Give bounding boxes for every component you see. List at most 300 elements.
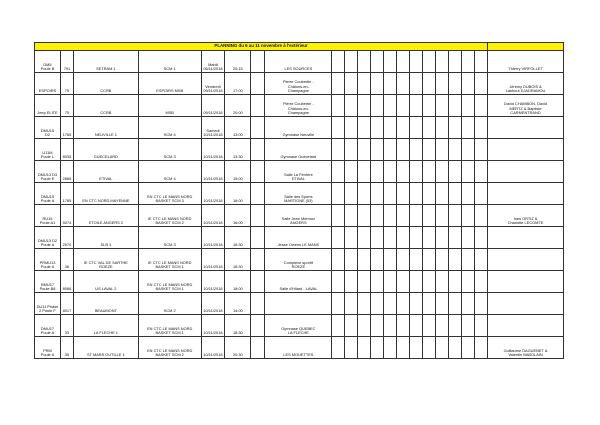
cat-line: DMU17	[40, 325, 55, 331]
empty-cell	[332, 293, 345, 315]
away-team-cell	[138, 139, 201, 161]
empty-cell	[449, 73, 462, 95]
schedule-row	[35, 183, 564, 205]
category-cell	[35, 249, 61, 271]
schedule-row	[35, 315, 564, 337]
empty-cell	[345, 95, 358, 117]
cat-line: PRM	[43, 347, 52, 353]
home-team-cell	[73, 73, 138, 95]
venue-cell	[265, 161, 332, 183]
empty-cell	[436, 271, 449, 293]
date-cell	[201, 205, 225, 227]
away-line: IE CTC LE MANS NORD	[147, 259, 192, 265]
venue-line: MARTIGNE (53)	[284, 198, 313, 204]
empty-cell	[371, 95, 384, 117]
category-cell	[35, 51, 61, 73]
empty-cell	[371, 139, 384, 161]
time-cell: 16:00	[225, 205, 251, 227]
officials-cell	[488, 205, 564, 227]
match-number-cell: 5074	[60, 205, 73, 227]
empty-cell	[436, 293, 449, 315]
empty-cell	[410, 227, 423, 249]
schedule-row	[35, 227, 564, 249]
empty-cell	[449, 293, 462, 315]
home-line: ETIVAL	[99, 176, 113, 182]
cat-line: Jeep ELITE	[37, 110, 58, 116]
cat-line: ESPOIRS	[38, 88, 57, 94]
away-team-cell	[138, 337, 201, 359]
officials-cell	[488, 161, 564, 183]
match-number-cell: 8086	[60, 271, 73, 293]
date-label: 10/11/2018	[203, 132, 223, 138]
empty-cell	[345, 205, 358, 227]
empty-cell	[462, 205, 475, 227]
empty-cell	[371, 117, 384, 139]
empty-cell	[397, 161, 410, 183]
venue-line: Jesse Owens LE MANS	[277, 242, 320, 248]
home-team-cell	[73, 183, 138, 205]
time-cell: 20:30	[225, 337, 251, 359]
spacer-cell	[251, 73, 265, 95]
empty-cell	[475, 227, 488, 249]
away-line: BASKET SCM 3	[155, 198, 184, 204]
officials-line: MERTZ & Baptiste	[509, 105, 542, 111]
date-cell	[201, 227, 225, 249]
planning-table	[34, 42, 564, 359]
empty-cell	[462, 161, 475, 183]
cat-line: DMU13 D2	[37, 237, 58, 243]
officials-cell	[488, 315, 564, 337]
cat-line: PRMU13	[39, 259, 56, 265]
time-cell: 16:00	[225, 183, 251, 205]
officials-line: Thierry VIRFOLLET	[508, 66, 543, 72]
spacer-cell	[251, 227, 265, 249]
empty-cell	[475, 73, 488, 95]
away-team-cell	[138, 249, 201, 271]
empty-cell	[475, 139, 488, 161]
home-team-cell	[73, 315, 138, 337]
away-team-cell	[138, 227, 201, 249]
empty-cell	[397, 139, 410, 161]
date-label: 10/11/2018	[203, 330, 223, 336]
date-cell	[201, 183, 225, 205]
away-line: SCM 1	[163, 66, 176, 72]
empty-cell	[449, 227, 462, 249]
away-line: EN CTC LE MANS NORD	[147, 281, 193, 287]
venue-line: Complexe sportif	[283, 259, 313, 265]
empty-cell	[423, 227, 436, 249]
empty-cell	[371, 161, 384, 183]
home-team-cell	[73, 271, 138, 293]
home-line: ST MARS OUTILLE 1	[86, 352, 125, 358]
empty-cell	[371, 205, 384, 227]
empty-cell	[423, 315, 436, 337]
schedule-row	[35, 95, 564, 117]
empty-cell	[384, 95, 397, 117]
home-team-cell	[73, 227, 138, 249]
empty-cell	[410, 117, 423, 139]
cat-line: RMU17	[40, 281, 55, 287]
spacer-cell	[251, 293, 265, 315]
away-team-cell	[138, 183, 201, 205]
home-team-cell	[73, 117, 138, 139]
empty-cell	[462, 51, 475, 73]
officials-cell	[488, 227, 564, 249]
empty-cell	[397, 205, 410, 227]
schedule-row	[35, 205, 564, 227]
empty-cell	[423, 161, 436, 183]
home-team-cell	[73, 139, 138, 161]
cat-line: 2 Poule F	[39, 308, 56, 314]
match-number-cell: 8035	[60, 139, 73, 161]
empty-cell	[449, 183, 462, 205]
empty-cell	[345, 315, 358, 337]
empty-cell	[423, 183, 436, 205]
venue-cell	[265, 293, 332, 315]
empty-cell	[345, 271, 358, 293]
empty-cell	[462, 117, 475, 139]
spacer-cell	[251, 95, 265, 117]
empty-cell	[436, 315, 449, 337]
venue-line: Salle des Sports	[284, 193, 313, 199]
empty-cell	[462, 271, 475, 293]
empty-cell	[449, 271, 462, 293]
date-label: 10/11/2018	[203, 154, 223, 160]
empty-cell	[449, 51, 462, 73]
empty-cell	[397, 249, 410, 271]
cat-line: Poule B	[40, 66, 55, 72]
venue-cell	[265, 183, 332, 205]
venue-line: Gymnase QUEBEC	[281, 325, 316, 331]
officials-line: Charlotte LECOMTE	[507, 220, 544, 226]
empty-cell	[449, 315, 462, 337]
empty-cell	[475, 205, 488, 227]
home-line: EN CTC NORD MAYENNE	[82, 198, 130, 204]
empty-cell	[345, 117, 358, 139]
match-number-cell: 2885	[60, 161, 73, 183]
empty-cell	[475, 293, 488, 315]
empty-cell	[475, 161, 488, 183]
empty-cell	[397, 293, 410, 315]
date-label: 10/11/2018	[203, 220, 223, 226]
empty-cell	[384, 205, 397, 227]
empty-cell	[449, 205, 462, 227]
date-cell	[201, 117, 225, 139]
empty-cell	[345, 73, 358, 95]
empty-cell	[345, 293, 358, 315]
home-line: IE CTC VAL DE SARTHE	[83, 259, 128, 265]
match-number-cell: 791	[60, 51, 73, 73]
officials-line: Guillaume DAGUENET &	[503, 347, 548, 353]
empty-cell	[384, 183, 397, 205]
venue-cell	[265, 227, 332, 249]
time-cell: 18:00	[225, 271, 251, 293]
empty-cell	[449, 161, 462, 183]
empty-cell	[345, 51, 358, 73]
empty-cell	[462, 183, 475, 205]
empty-cell	[384, 271, 397, 293]
venue-line: ANGERS	[290, 220, 307, 226]
planning-sheet	[34, 42, 564, 359]
venue-cell	[265, 337, 332, 359]
officials-cell	[488, 139, 564, 161]
empty-cell	[423, 139, 436, 161]
empty-cell	[371, 183, 384, 205]
away-line: BASKET SCM 1	[155, 264, 184, 270]
empty-cell	[371, 51, 384, 73]
empty-cell	[410, 183, 423, 205]
empty-cell	[475, 51, 488, 73]
venue-cell	[265, 271, 332, 293]
venue-line: LES MOUETTES	[283, 352, 314, 358]
category-cell	[35, 183, 61, 205]
empty-cell	[358, 293, 371, 315]
away-line: SCM 3	[163, 242, 176, 248]
away-line: SCM 4	[163, 132, 176, 138]
empty-cell	[423, 205, 436, 227]
cat-line: Poule L	[40, 154, 55, 160]
away-team-cell	[138, 293, 201, 315]
empty-cell	[332, 183, 345, 205]
cat-line: Poule A	[40, 242, 55, 248]
time-cell: 14:00	[225, 293, 251, 315]
venue-cell	[265, 139, 332, 161]
empty-cell	[462, 227, 475, 249]
date-label: 10/11/2018	[203, 198, 223, 204]
empty-cell	[475, 249, 488, 271]
venue-line: Gymnase Guécélard	[280, 154, 317, 160]
home-line: ETOILE ANGERS 2	[88, 220, 124, 226]
empty-cell	[371, 227, 384, 249]
empty-cell	[384, 51, 397, 73]
date-cell	[201, 51, 225, 73]
schedule-row	[35, 161, 564, 183]
empty-cell	[371, 293, 384, 315]
date-label: 09/11/2018	[203, 88, 223, 94]
title-row-end-cell	[488, 43, 564, 51]
venue-line: ETIVAL	[291, 176, 305, 182]
empty-cell	[423, 293, 436, 315]
empty-cell	[358, 95, 371, 117]
date-label: 10/11/2018	[203, 286, 223, 292]
away-team-cell	[138, 315, 201, 337]
weekday-label: Mardi	[208, 61, 218, 67]
home-line: CCRB	[100, 88, 112, 94]
home-team-cell	[73, 205, 138, 227]
cat-line: DMU13 D3	[37, 171, 58, 177]
schedule-row	[35, 73, 564, 95]
date-cell	[201, 337, 225, 359]
away-team-cell	[138, 161, 201, 183]
venue-line: Pierre Coubertin -	[283, 79, 314, 85]
venue-cell	[265, 73, 332, 95]
venue-line: LES SOURCES	[284, 66, 313, 72]
empty-cell	[462, 337, 475, 359]
spacer-cell	[251, 249, 265, 271]
date-cell	[201, 271, 225, 293]
empty-cell	[358, 117, 371, 139]
officials-cell	[488, 293, 564, 315]
home-line: GUECELARD	[93, 154, 118, 160]
venue-line: Champagne	[287, 110, 309, 116]
cat-line: Poule A	[40, 198, 55, 204]
empty-cell	[384, 337, 397, 359]
venue-cell	[265, 51, 332, 73]
empty-cell	[384, 293, 397, 315]
home-team-cell	[73, 249, 138, 271]
cat-line: U11M	[42, 149, 53, 155]
category-cell	[35, 139, 61, 161]
title-row	[35, 43, 564, 51]
home-team-cell	[73, 95, 138, 117]
empty-cell	[397, 51, 410, 73]
category-cell	[35, 73, 61, 95]
away-line: MSB	[165, 110, 174, 116]
cat-line: Poule B8	[39, 286, 56, 292]
date-label: 10/11/2018	[203, 352, 223, 358]
empty-cell	[384, 315, 397, 337]
empty-cell	[462, 139, 475, 161]
officials-cell	[488, 249, 564, 271]
officials-cell	[488, 95, 564, 117]
officials-line: Ines ORTIZ &	[513, 215, 538, 221]
venue-line: Pierre Coubertin -	[283, 101, 314, 107]
empty-cell	[410, 249, 423, 271]
empty-cell	[410, 51, 423, 73]
spacer-cell	[251, 205, 265, 227]
empty-cell	[449, 337, 462, 359]
cat-line: D2	[44, 132, 50, 138]
empty-cell	[410, 293, 423, 315]
match-number-cell: 75	[60, 73, 73, 95]
venue-line: ROEZE	[291, 264, 306, 270]
empty-cell	[449, 139, 462, 161]
empty-cell	[410, 73, 423, 95]
category-cell	[35, 271, 61, 293]
schedule-row	[35, 249, 564, 271]
empty-cell	[332, 315, 345, 337]
schedule-row	[35, 293, 564, 315]
empty-cell	[345, 183, 358, 205]
empty-cell	[410, 315, 423, 337]
empty-cell	[358, 271, 371, 293]
date-label: 06/11/2018	[203, 66, 223, 72]
spacer-cell	[251, 117, 265, 139]
empty-cell	[358, 73, 371, 95]
empty-cell	[371, 315, 384, 337]
venue-cell	[265, 205, 332, 227]
empty-cell	[436, 161, 449, 183]
empty-cell	[436, 227, 449, 249]
venue-cell	[265, 315, 332, 337]
category-cell	[35, 293, 61, 315]
empty-cell	[436, 205, 449, 227]
empty-cell	[410, 95, 423, 117]
cat-line: Poule A	[40, 330, 55, 336]
time-cell: 20:15	[225, 51, 251, 73]
empty-cell	[410, 205, 423, 227]
date-cell	[201, 139, 225, 161]
empty-cell	[436, 337, 449, 359]
match-number-cell: 8017	[60, 293, 73, 315]
category-cell	[35, 315, 61, 337]
empty-cell	[475, 337, 488, 359]
match-number-cell: 36	[60, 249, 73, 271]
empty-cell	[345, 227, 358, 249]
empty-cell	[462, 249, 475, 271]
cat-line: Poule A	[40, 264, 55, 270]
cat-line: DU11 Phase	[36, 303, 59, 309]
away-team-cell	[138, 271, 201, 293]
cat-line: DMU15	[40, 127, 55, 133]
empty-cell	[436, 51, 449, 73]
empty-cell	[397, 117, 410, 139]
venue-cell	[265, 249, 332, 271]
schedule-row	[35, 117, 564, 139]
schedule-row	[35, 271, 564, 293]
empty-cell	[423, 249, 436, 271]
away-line: EN CTC LE MANS NORD	[147, 193, 193, 199]
away-line: SCM 4	[163, 176, 176, 182]
schedule-row	[35, 337, 564, 359]
date-cell	[201, 315, 225, 337]
officials-line: Valentin BABOLAIN	[508, 352, 543, 358]
home-line: BEAUMONT	[94, 308, 117, 314]
empty-cell	[371, 337, 384, 359]
empty-cell	[423, 271, 436, 293]
cat-line: Poule E	[40, 176, 55, 182]
empty-cell	[410, 337, 423, 359]
sheet-title: PLANNING du 6 au 11 novembre à l'extérieur	[35, 43, 488, 51]
empty-cell	[475, 95, 488, 117]
empty-cell	[345, 139, 358, 161]
cat-line: DMU15	[40, 193, 55, 199]
empty-cell	[332, 51, 345, 73]
date-cell	[201, 95, 225, 117]
away-line: SCM 2	[163, 308, 176, 314]
time-cell: 16:30	[225, 249, 251, 271]
venue-line: LA FLECHE	[287, 330, 309, 336]
date-label: 10/11/2018	[203, 264, 223, 270]
empty-cell	[332, 227, 345, 249]
empty-cell	[332, 271, 345, 293]
cat-line: Poule A1	[39, 220, 56, 226]
away-line: BASKET SCM 1	[155, 286, 184, 292]
empty-cell	[397, 315, 410, 337]
officials-cell	[488, 117, 564, 139]
date-label: 10/11/2018	[203, 176, 223, 182]
empty-cell	[358, 183, 371, 205]
empty-cell	[384, 249, 397, 271]
home-line: US LAVAL 2	[95, 286, 117, 292]
empty-cell	[397, 337, 410, 359]
empty-cell	[384, 117, 397, 139]
empty-cell	[475, 117, 488, 139]
officials-cell	[488, 337, 564, 359]
officials-cell	[488, 271, 564, 293]
cat-line: Poule A	[40, 352, 55, 358]
cat-line: DM5	[43, 61, 52, 67]
spacer-cell	[251, 315, 265, 337]
empty-cell	[345, 249, 358, 271]
empty-cell	[332, 205, 345, 227]
schedule-row	[35, 51, 564, 73]
spacer-cell	[251, 183, 265, 205]
empty-cell	[371, 73, 384, 95]
category-cell	[35, 205, 61, 227]
empty-cell	[397, 271, 410, 293]
empty-cell	[358, 315, 371, 337]
